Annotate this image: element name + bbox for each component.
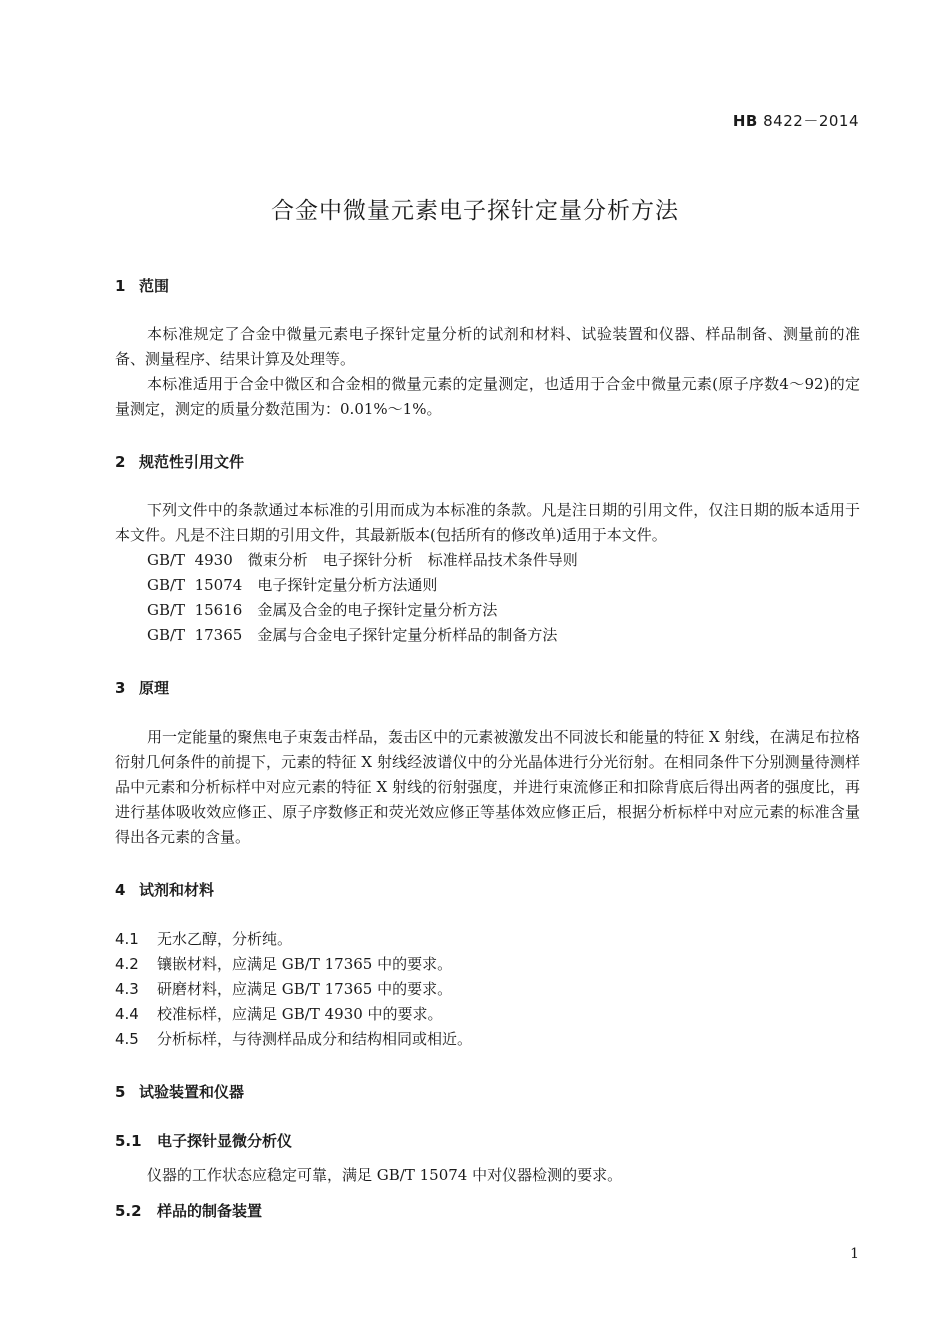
subsection-number: 5.1 — [115, 1132, 142, 1150]
subsection-title: 电子探针显微分析仪 — [157, 1132, 293, 1150]
reference-item: GB/T 17365 金属与合金电子探针定量分析样品的制备方法 — [147, 626, 558, 644]
section-number: 4 — [115, 881, 126, 899]
section-1-heading — [115, 274, 169, 299]
item-text: 镶嵌材料，应满足 GB/T 17365 中的要求。 — [157, 955, 453, 973]
section-4-heading — [115, 878, 214, 903]
list-item — [115, 952, 452, 977]
list-item — [115, 927, 292, 952]
item-text: 研磨材料，应满足 GB/T 17365 中的要求。 — [157, 980, 453, 998]
section-number: 2 — [115, 453, 126, 471]
subsection-5-2-heading — [115, 1199, 262, 1224]
document-title: 合金中微量元素电子探针定量分析方法 — [271, 198, 679, 224]
section-2-heading — [115, 450, 244, 475]
section-number: 1 — [115, 277, 126, 295]
section-title: 原理 — [139, 679, 170, 697]
list-item — [115, 1027, 472, 1052]
subsection-5-1-heading — [115, 1129, 292, 1154]
reference-item: GB/T 15616 金属及合金的电子探针定量分析方法 — [147, 601, 498, 619]
subsection-number: 5.2 — [115, 1202, 142, 1220]
section-3-heading — [115, 676, 169, 701]
subsection-5-1-paragraph: 仪器的工作状态应稳定可靠，满足 GB/T 15074 中对仪器检测的要求。 — [147, 1166, 623, 1184]
section-number: 5 — [115, 1083, 126, 1101]
list-item — [115, 1002, 443, 1027]
standard-code — [733, 110, 859, 131]
reference-item: GB/T 4930 微束分析 电子探针分析 标准样品技术条件导则 — [147, 551, 578, 569]
page-number: 1 — [850, 1246, 859, 1262]
section-number: 3 — [115, 679, 126, 697]
section-5-heading — [115, 1080, 244, 1105]
subsection-title: 样品的制备装置 — [157, 1202, 263, 1220]
item-number: 4.2 — [115, 955, 139, 973]
item-number: 4.1 — [115, 930, 139, 948]
standard-code-prefix: HB — [732, 112, 758, 130]
item-text: 校准标样，应满足 GB/T 4930 中的要求。 — [157, 1005, 443, 1023]
item-text: 分析标样，与待测样品成分和结构相同或相近。 — [157, 1030, 473, 1048]
item-text: 无水乙醇，分析纯。 — [157, 930, 293, 948]
section-1-paragraph-1: 本标准规定了合金中微量元素电子探针定量分析的试剂和材料、试验装置和仪器、样品制备、测量前的准备、测量程序、结果计算及处理等。 — [115, 325, 860, 368]
section-title: 试剂和材料 — [139, 881, 215, 899]
section-2-paragraph-1: 下列文件中的条款通过本标准的引用而成为本标准的条款。凡是注日期的引用文件，仅注日期的版本适用于本文件。凡是不注日期的引用文件，其最新版本(包括所有的修改单)适用于本文件。 — [115, 501, 860, 544]
section-title: 范围 — [139, 277, 170, 295]
list-item — [115, 977, 452, 1002]
item-number: 4.3 — [115, 980, 139, 998]
section-title: 规范性引用文件 — [139, 453, 245, 471]
section-3-paragraph-1: 用一定能量的聚焦电子束轰击样品，轰击区中的元素被激发出不同波长和能量的特征 X 射线，在满足布拉格衍射几何条件的前提下，元素的特征 X 射线经波谱仪中的分光晶体进行分光衍射。在相同条件下分别测量待测样品中元素和分析标样中对应元素的特征 X 射线的衍射强度，并进行束流修正和扣除背底后得出两者的强度比，再进行基体吸收效应修正、原子序数修正和荧光效应修正等基体效应修正后，根据分析标样中对应元素的标准含量得出各元素的含量。 — [115, 728, 860, 846]
item-number: 4.4 — [115, 1005, 139, 1023]
standard-code-number: 8422－2014 — [757, 112, 859, 130]
reference-item: GB/T 15074 电子探针定量分析方法通则 — [147, 576, 438, 594]
section-1-paragraph-2: 本标准适用于合金中微区和合金相的微量元素的定量测定，也适用于合金中微量元素(原子序数4～92)的定量测定，测定的质量分数范围为：0.01%～1%。 — [115, 375, 860, 418]
item-number: 4.5 — [115, 1030, 139, 1048]
section-title: 试验装置和仪器 — [139, 1083, 245, 1101]
